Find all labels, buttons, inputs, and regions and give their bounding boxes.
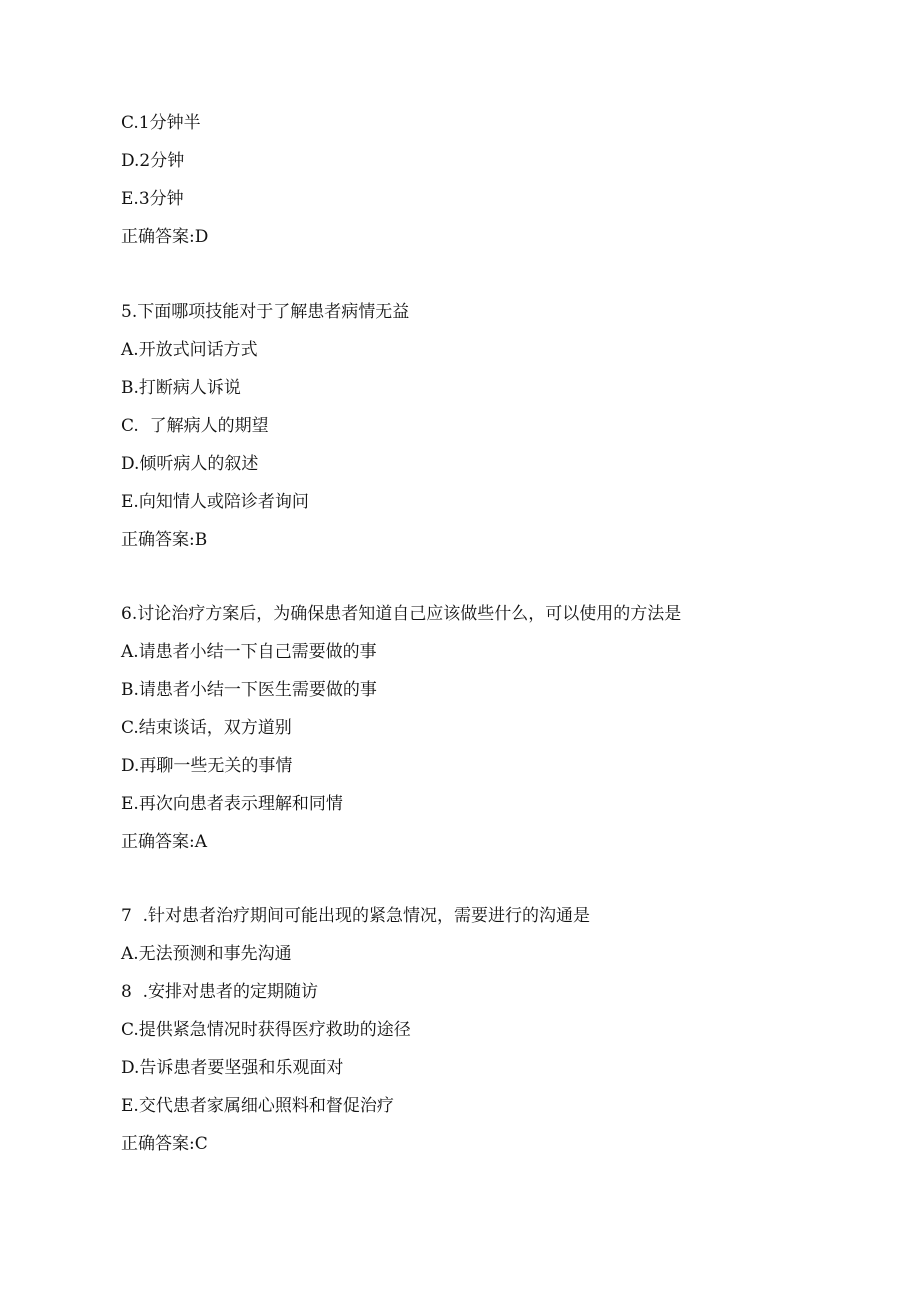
option-c: C.结束谈话，双方道别 bbox=[121, 718, 292, 738]
option-c: C. 了解病人的期望 bbox=[121, 416, 269, 436]
option-e: E.3分钟 bbox=[121, 189, 184, 209]
option-c: C.提供紧急情况时获得医疗救助的途径 bbox=[121, 1020, 411, 1040]
option-e: E.再次向患者表示理解和同情 bbox=[121, 794, 343, 814]
option-d: D.倾听病人的叙述 bbox=[121, 454, 259, 474]
option-c: C.1分钟半 bbox=[121, 113, 201, 133]
answer-line: 正确答案:C bbox=[121, 1134, 208, 1154]
option-e: E.向知情人或陪诊者询问 bbox=[121, 492, 309, 512]
option-a: A.请患者小结一下自己需要做的事 bbox=[121, 642, 377, 662]
option-d: D.再聊一些无关的事情 bbox=[121, 756, 293, 776]
question-text: 6.讨论治疗方案后，为确保患者知道自己应该做些什么，可以使用的方法是 bbox=[121, 604, 682, 624]
question-text: 7 .针对患者治疗期间可能出现的紧急情况，需要进行的沟通是 bbox=[121, 906, 591, 926]
option-b: 8 .安排对患者的定期随访 bbox=[121, 982, 319, 1002]
option-a: A.开放式问话方式 bbox=[121, 340, 258, 360]
option-d: D.2分钟 bbox=[121, 151, 185, 171]
option-b: B.请患者小结一下医生需要做的事 bbox=[121, 680, 377, 700]
question-text: 5.下面哪项技能对于了解患者病情无益 bbox=[121, 302, 410, 322]
answer-line: 正确答案:B bbox=[121, 530, 208, 550]
option-e: E.交代患者家属细心照料和督促治疗 bbox=[121, 1096, 394, 1116]
option-d: D.告诉患者要坚强和乐观面对 bbox=[121, 1058, 344, 1078]
answer-line: 正确答案:D bbox=[121, 227, 209, 247]
answer-line: 正确答案:A bbox=[121, 832, 208, 852]
option-a: A.无法预测和事先沟通 bbox=[121, 944, 292, 964]
option-b: B.打断病人诉说 bbox=[121, 378, 241, 398]
